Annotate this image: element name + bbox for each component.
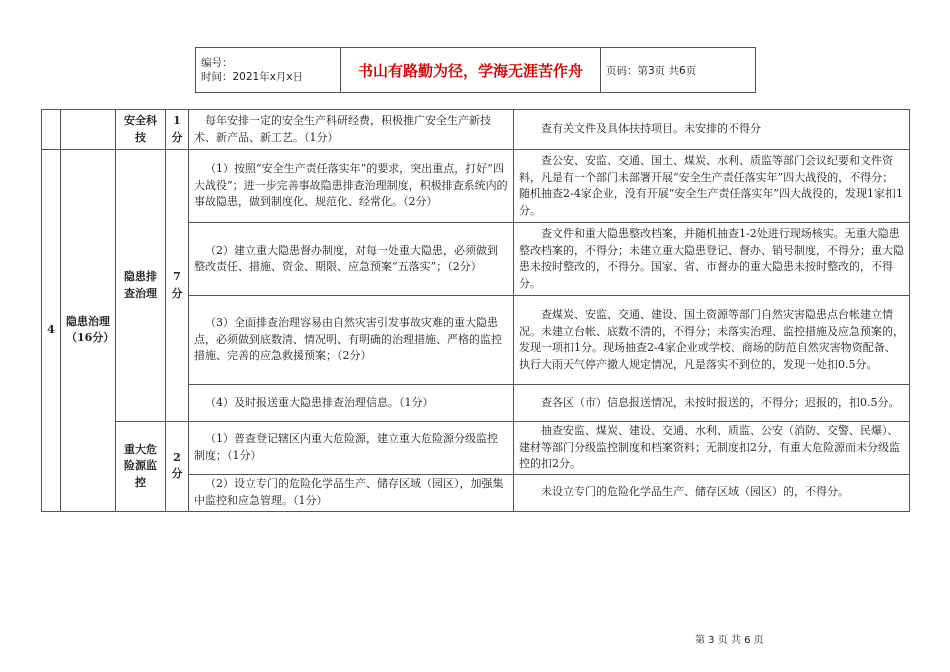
criteria-hazard-check-4: 查各区（市）信息报送情况，未按时报送的，不得分；迟报的，扣0.5分。 — [514, 385, 910, 422]
table-row — [42, 110, 910, 150]
table-row — [42, 422, 910, 475]
item-hazard-check-4: （4）及时报送重大隐患排查治理信息。（1分） — [189, 385, 514, 422]
criteria-hazard-check-3: 查煤炭、安监、交通、建设、国土资源等部门自然灾害隐患点台帐建立情况。未建立台帐、底数不清的，不得分；未落实治理、监控措施及应急预案的，发现一项扣1分。现场抽查2-4家企业或学校、商场的防范自然灾害物资配备、执行大雨天气停产撤人规定情况，凡是落实不到位的，发现一处扣0.5分。 — [514, 296, 910, 385]
score-hazard-check: 7分 — [166, 150, 189, 422]
subcategory-major-hazard: 重大危险源监控 — [116, 422, 166, 512]
page-footer: 第 3 页 共 6 页 — [695, 635, 764, 646]
item-safety-tech: 每年安排一定的安全生产科研经费，积极推广安全生产新技术、新产品、新工艺。（1分） — [189, 110, 514, 150]
item-hazard-check-2: （2）建立重大隐患督办制度，对每一处重大隐患，必须做到整改责任、措施、资金、期限、应急预案“五落实”；（2分） — [189, 223, 514, 296]
number-label: 编号： — [201, 57, 233, 69]
subcategory-hazard-check: 隐患排查治理 — [116, 150, 166, 422]
category-hazard — [61, 150, 116, 512]
criteria-major-hazard-1: 抽查安监、煤炭、建设、交通、水利、质监、公安（消防、交警、民爆）、建材等部门分级监控制度和档案资料；无制度扣2分，有重大危险源而未分级监控的扣2分。 — [514, 422, 910, 475]
motto: 书山有路勤为径，学海无涯苦作舟 — [341, 48, 601, 93]
time-label: 时间：2021年x月x日 — [201, 71, 304, 83]
section-number: 4 — [42, 150, 61, 512]
criteria-safety-tech: 查有关文件及具体扶持项目。未安排的不得分 — [514, 110, 910, 150]
item-hazard-check-3: （3）全面排查治理容易由自然灾害引发事故灾难的重大隐患点，必须做到底数清、情况明、有明确的治理措施、严格的监控措施、完善的应急救援预案；（2分） — [189, 296, 514, 385]
item-hazard-check-1: （1）按照“安全生产责任落实年”的要求，突出重点，打好“四大战役”；进一步完善事故隐患排查治理制度，积极排查系统内的事故隐患，做到制度化、规范化、经常化。（2分） — [189, 150, 514, 223]
row-number-cell — [42, 110, 61, 150]
document-header — [195, 47, 756, 93]
item-major-hazard-2: （2）设立专门的危险化学品生产、储存区域（园区），加强集中监控和应急管理。（1分） — [189, 474, 514, 511]
score-safety-tech: 1分 — [166, 110, 189, 150]
item-major-hazard-1: （1）普查登记辖区内重大危险源，建立重大危险源分级监控制度；（1分） — [189, 422, 514, 475]
category-hazard-score: （16分） — [66, 331, 115, 345]
header-meta — [196, 48, 341, 93]
criteria-hazard-check-1: 查公安、安监、交通、国土、煤炭、水利、质监等部门会议纪要和文件资料，凡是有一个部门未部署开展“安全生产责任落实年”四大战役的，不得分；随机抽查2-4家企业，没有开展“安全生产责任落实年”四大战役的，发现1家扣1分。 — [514, 150, 910, 223]
subcategory-safety-tech: 安全科技 — [116, 110, 166, 150]
evaluation-table — [41, 109, 910, 512]
category-cell — [61, 110, 116, 150]
table-row — [42, 150, 910, 223]
criteria-hazard-check-2: 查文件和重大隐患整改档案，并随机抽查1-2处进行现场核实。无重大隐患整改档案的，不得分；未建立重大隐患登记、督办、销号制度，不得分；重大隐患未按时整改的，不得分。国家、省、市督办的重大隐患未按时整改的，不得分。 — [514, 223, 910, 296]
score-major-hazard: 2分 — [166, 422, 189, 512]
page-code: 页码：第3页 共6页 — [601, 48, 756, 93]
criteria-major-hazard-2: 未设立专门的危险化学品生产、储存区域（园区）的，不得分。 — [514, 474, 910, 511]
category-hazard-name: 隐患治理 — [66, 314, 110, 328]
